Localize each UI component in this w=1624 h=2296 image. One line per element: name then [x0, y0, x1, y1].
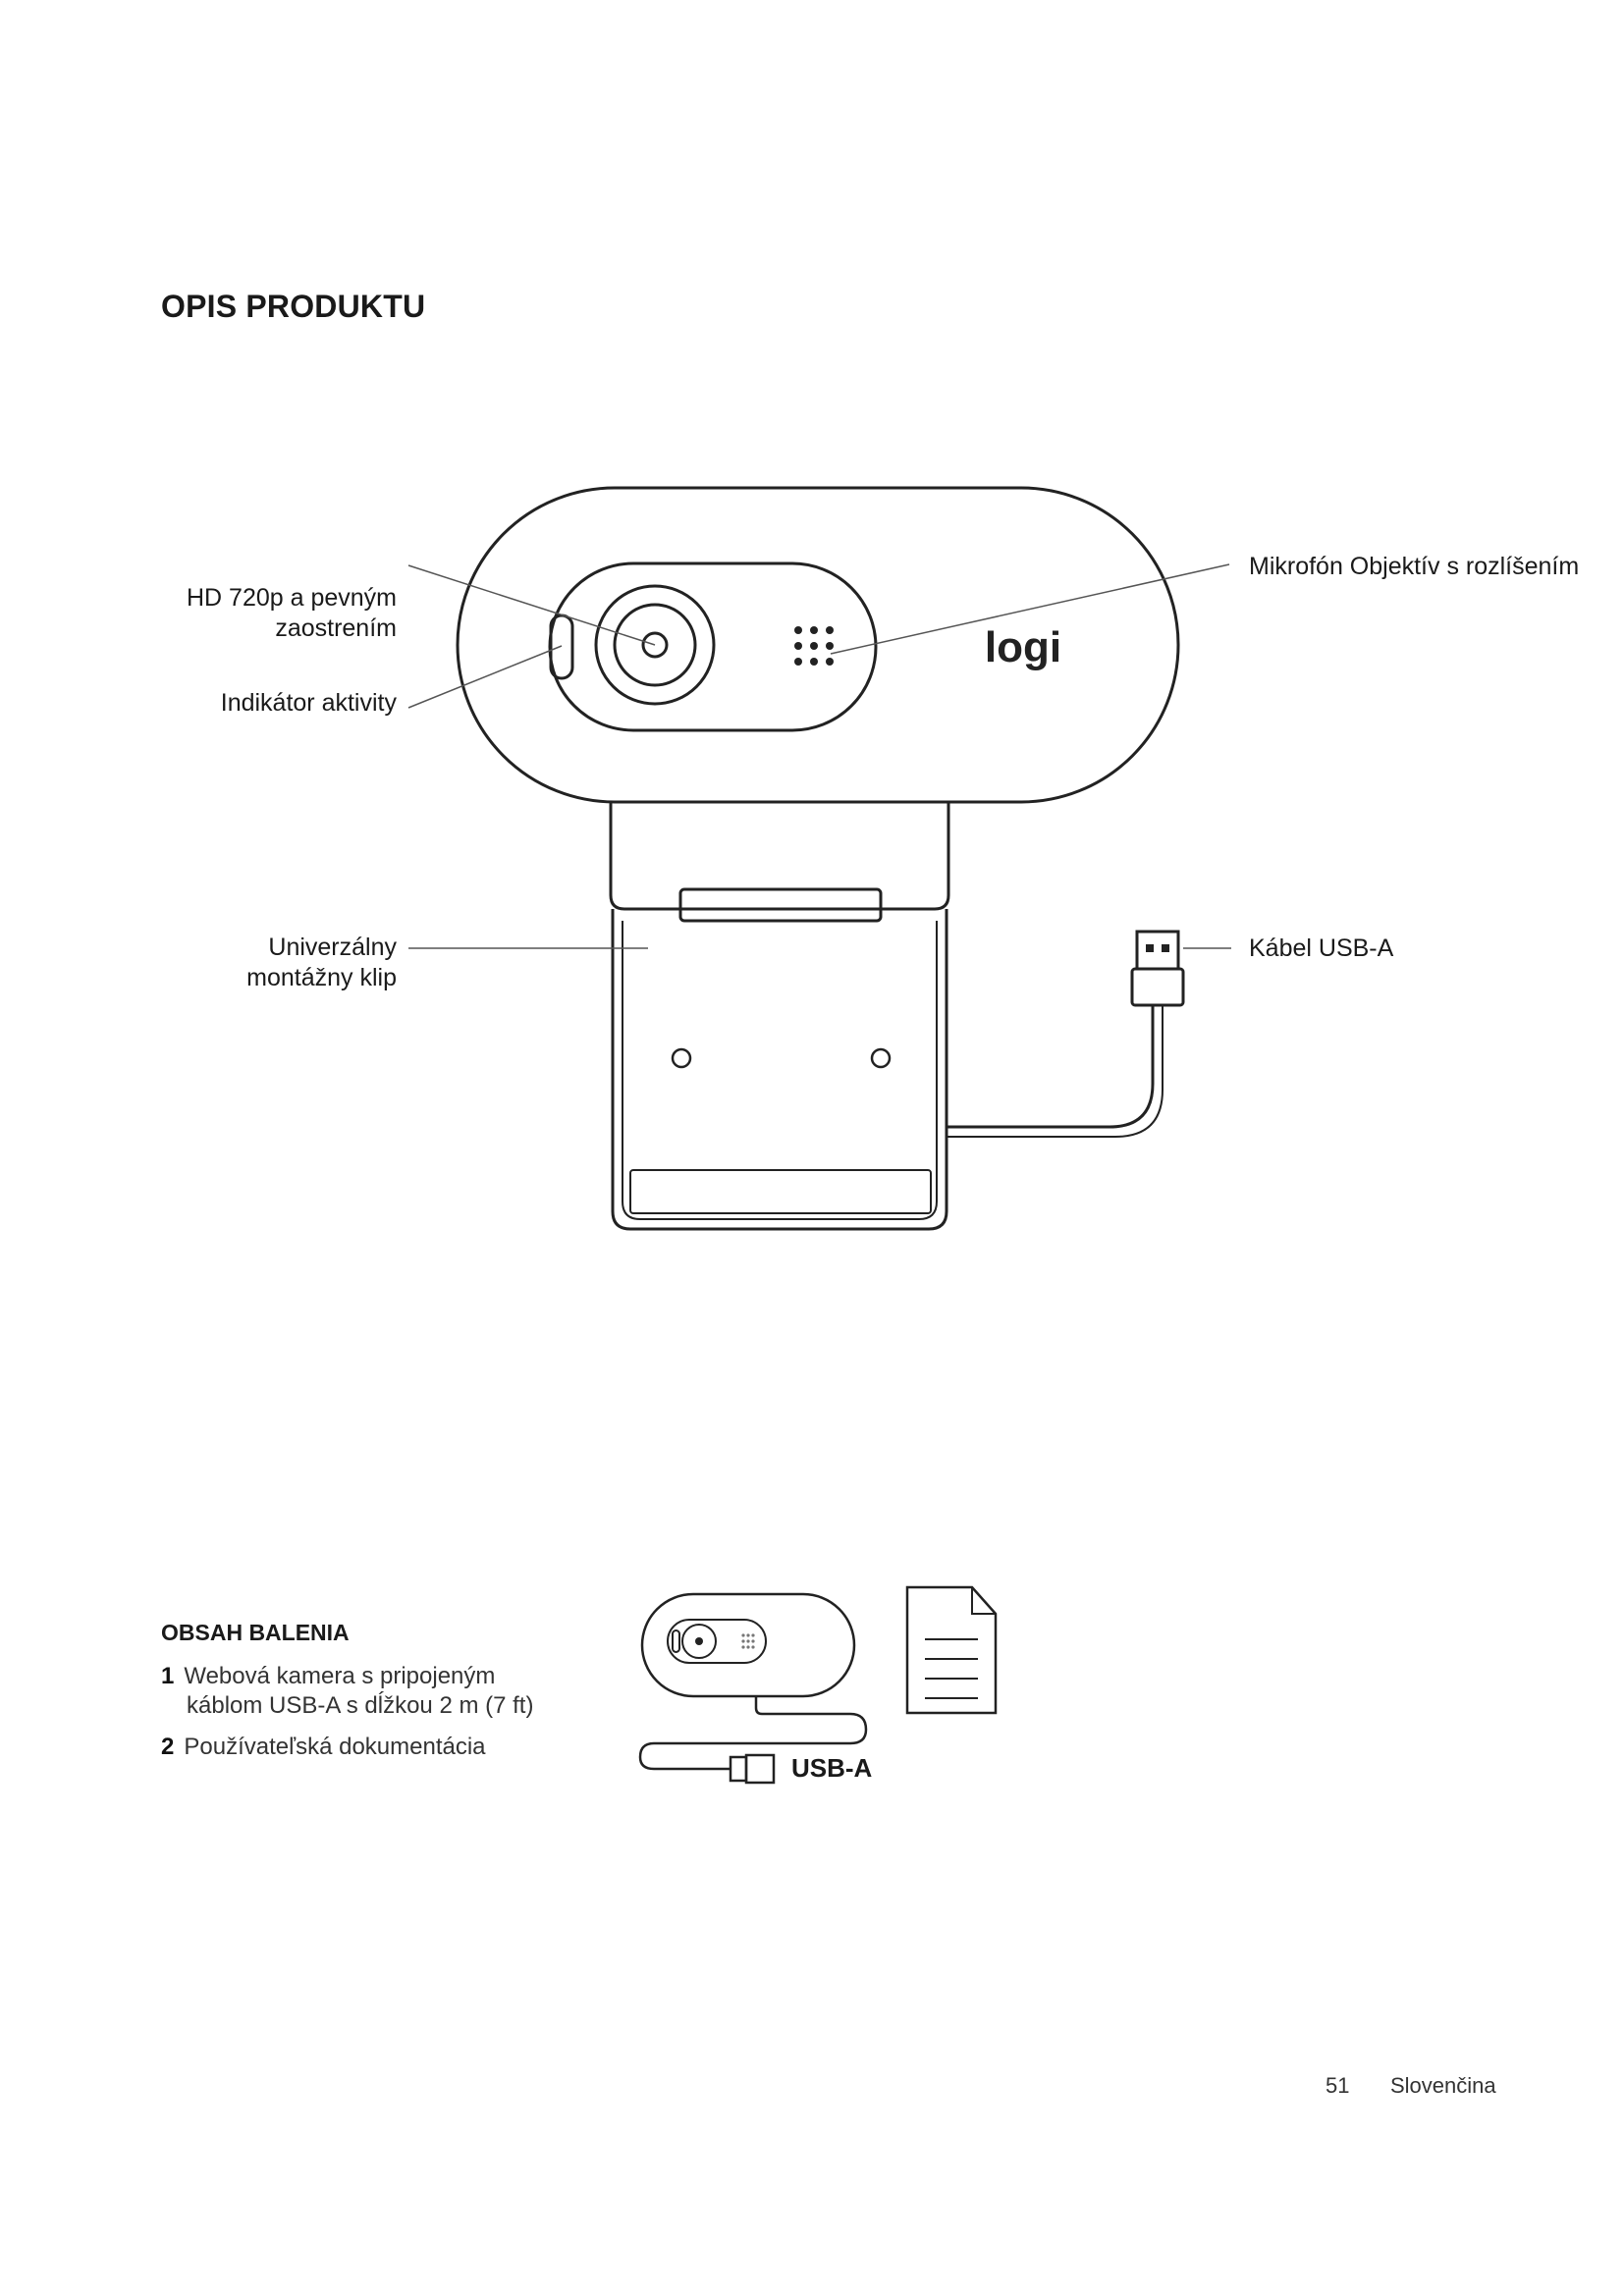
camera-logo: logi	[984, 623, 1062, 671]
lens-leader	[408, 565, 655, 645]
package-usb-label: USB-A	[791, 1753, 873, 1783]
package-title: OBSAH BALENIA	[161, 1620, 350, 1645]
clip-hole-left	[673, 1049, 690, 1067]
stand-neck	[611, 802, 948, 909]
clip-hole-right	[872, 1049, 890, 1067]
activity-callout: Indikátor aktivity	[220, 689, 397, 717]
microphone-callout: Mikrofón Objektív s rozlíšením	[1249, 553, 1580, 580]
clip-bar	[680, 889, 881, 921]
package-camera	[642, 1594, 854, 1696]
page-title: OPIS PRODUKTU	[161, 289, 426, 324]
mounting-clip-outer	[613, 909, 947, 1229]
package-item-2: 2 Používateľská dokumentácia	[161, 1734, 486, 1760]
camera-body	[458, 488, 1178, 802]
document-icon	[907, 1587, 996, 1713]
footer-language: Slovenčina	[1390, 2073, 1496, 2098]
page-number: 51	[1326, 2073, 1350, 2098]
microphone-dots	[794, 626, 834, 666]
package-usb-plug	[731, 1757, 746, 1781]
activity-leader	[408, 646, 562, 708]
clip-callout: Univerzálny montážny klip	[246, 934, 397, 991]
usb-connector-head	[1137, 932, 1178, 969]
lens-callout: HD 720p a pevným zaostrením	[186, 584, 397, 642]
cable-callout: Kábel USB-A	[1249, 934, 1394, 962]
usb-connector-body	[1132, 969, 1183, 1005]
clip-foot	[630, 1170, 931, 1213]
usb-cable	[947, 1005, 1153, 1127]
mounting-clip-inner	[623, 921, 937, 1219]
package-item-1: 1 Webová kamera s pripojeným káblom USB-A s dĺžkou 2 m (7 ft)	[161, 1663, 534, 1719]
